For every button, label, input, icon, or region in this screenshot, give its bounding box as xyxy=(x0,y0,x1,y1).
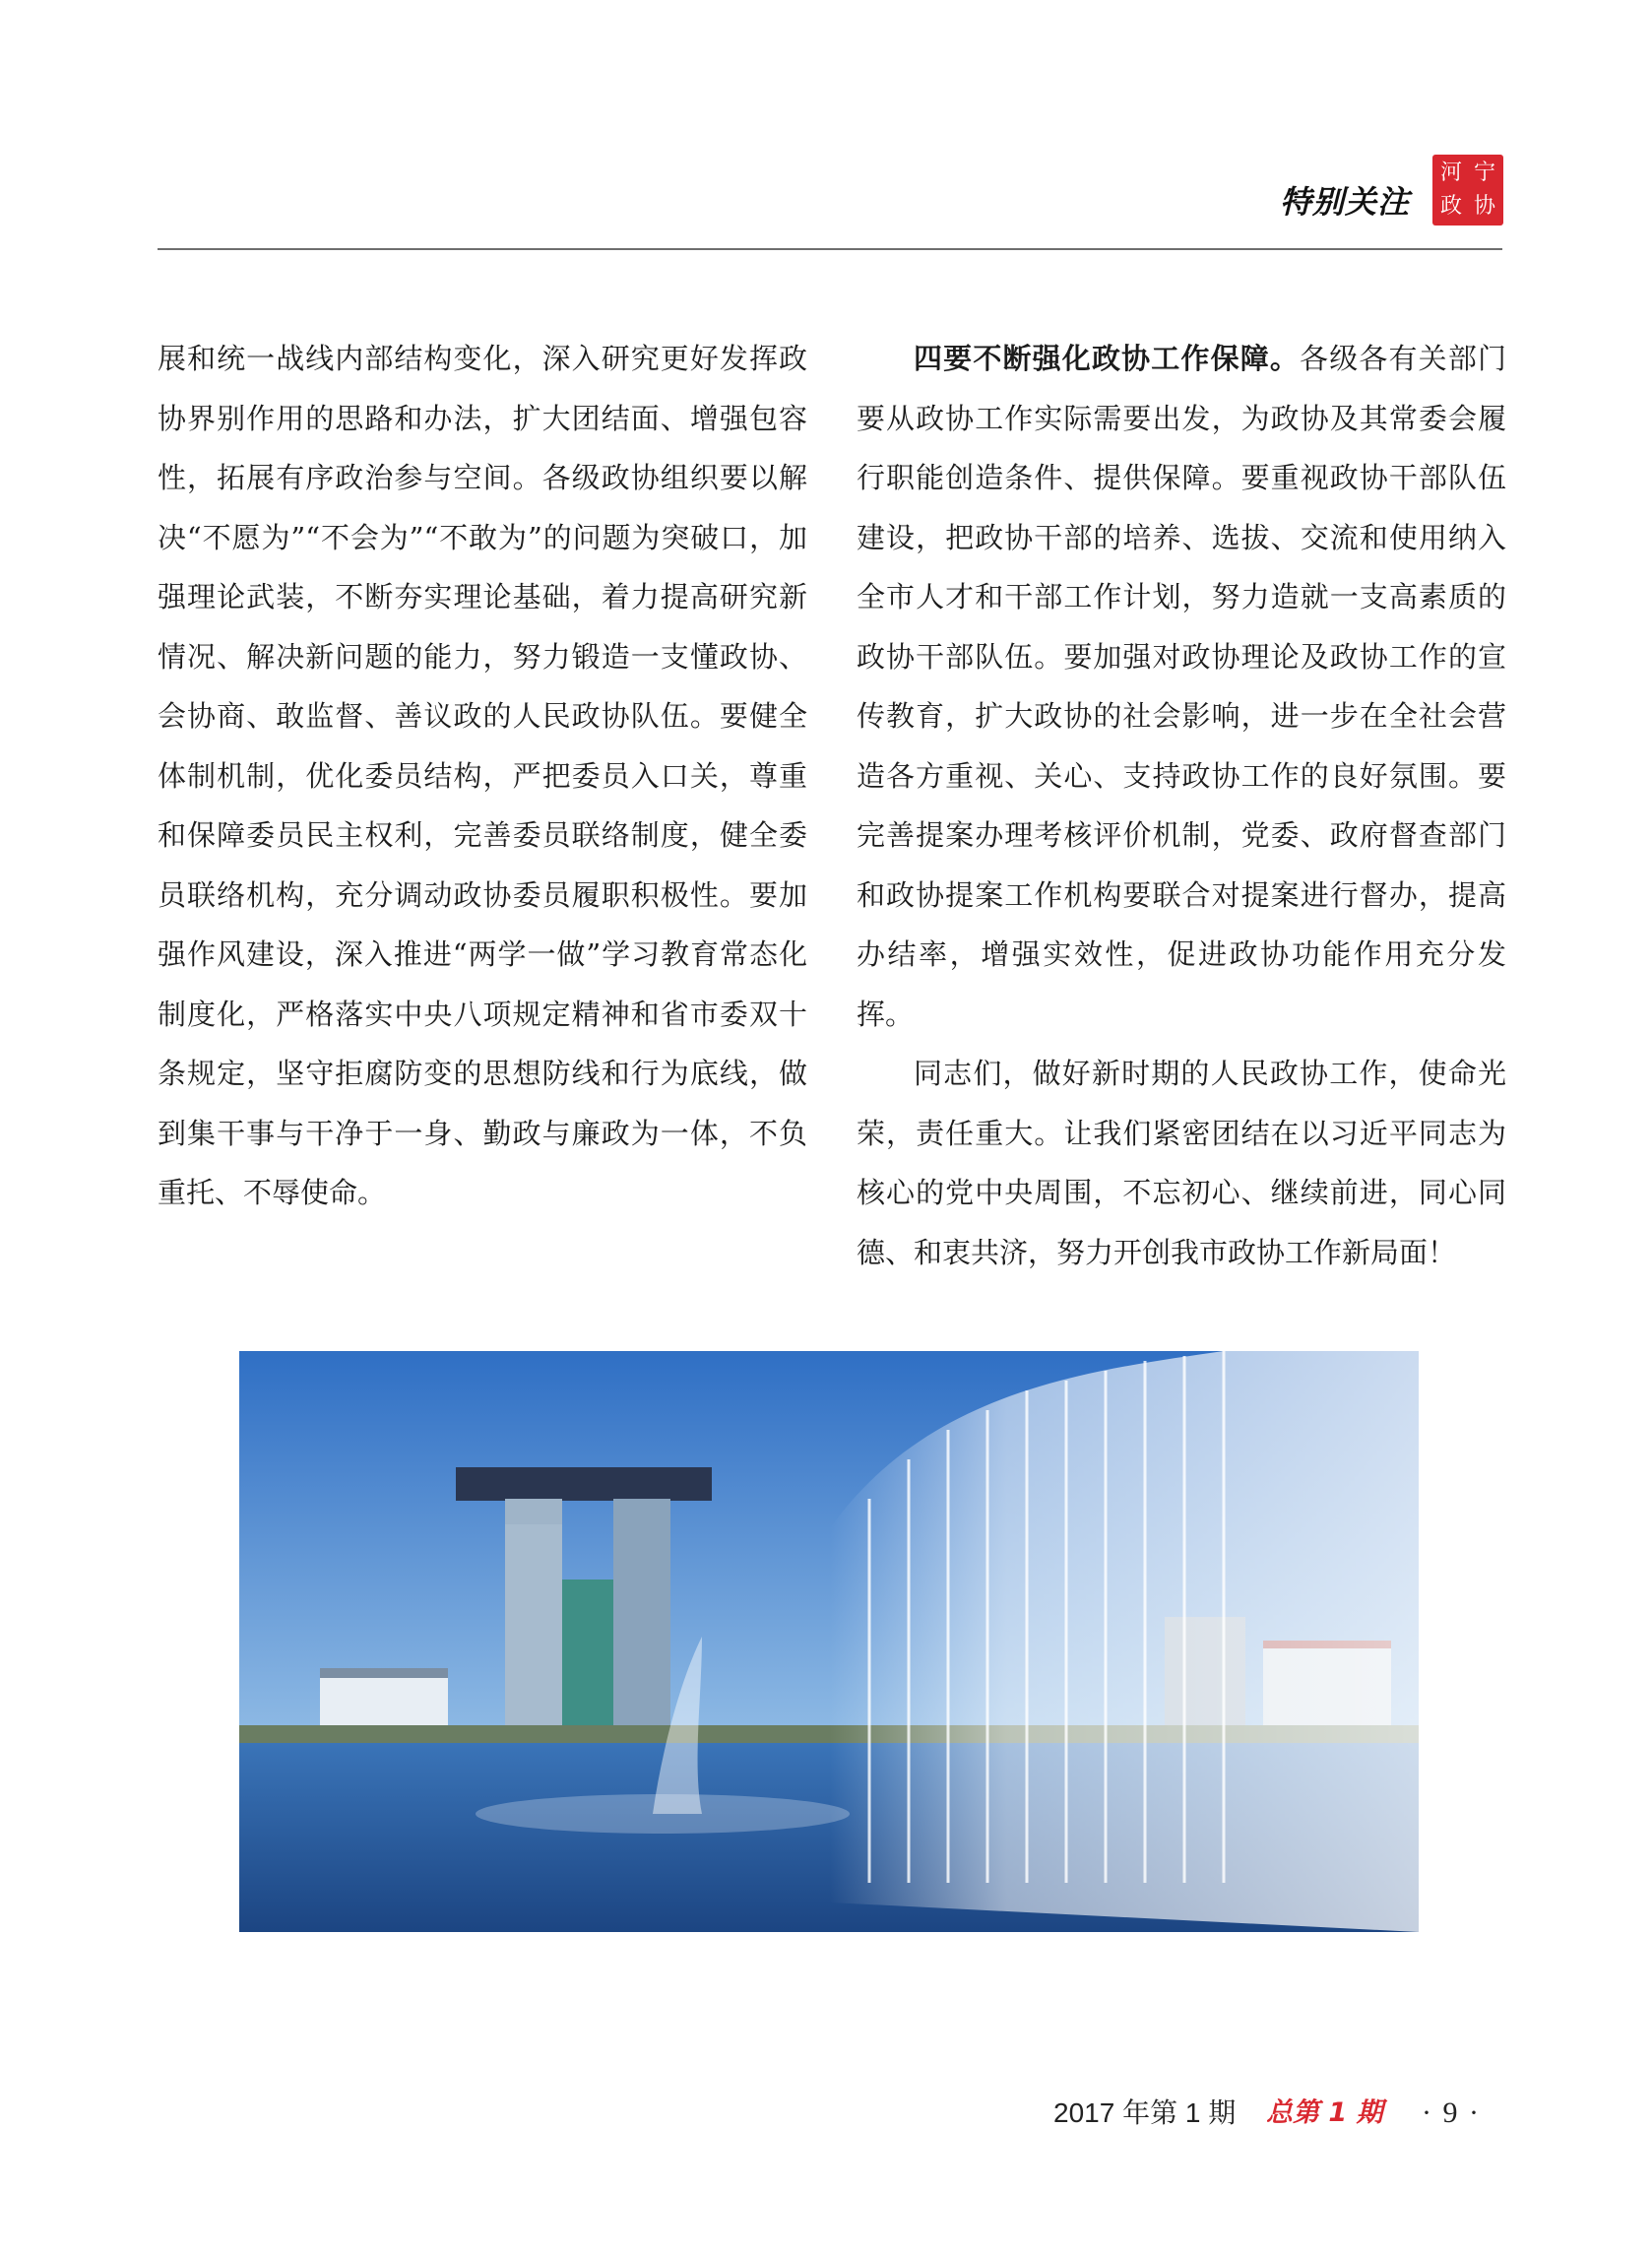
left-paragraph: 展和统一战线内部结构变化，深入研究更好发挥政协界别作用的思路和办法，扩大团结面、增强包容性，拓展有序政治参与空间。各级政协组织要以解决“不愿为”“不会为”“不敢为”的问题为突破口，加强理论武装，不断夯实理论基础，着力提高研究新情况、解决新问题的能力，努力锻造一支懂政协、会协商、敢监督、善议政的人民政协队伍。要健全体制机制，优化委员结构，严把委员入口关，尊重和保障委员民主权利，完善委员联络制度，健全委员联络机构，充分调动政协委员履职积极性。要加强作风建设，深入推进“两学一做”学习教育常态化制度化，严格落实中央八项规定精神和省市委双十条规定，坚守拒腐防变的思想防线和行为底线，做到集干事与干净于一身、勤政与廉政为一体，不负重托、不辱使命。 xyxy=(158,342,807,1209)
city-fountain-photo xyxy=(239,1351,1419,1932)
issue-date: 2017 年第 1 期 xyxy=(1053,2097,1237,2128)
paragraph-lead: 四要不断强化政协工作保障。 xyxy=(914,342,1301,375)
right-paragraph-2: 同志们，做好新时期的人民政协工作，使命光荣，责任重大。让我们紧密团结在以习近平同志为核心的党中央周围，不忘初心、继续前进，同心同德、和衷共济，努力开创我市政协工作新局面！ xyxy=(857,1057,1506,1269)
seal-char: 协 xyxy=(1473,194,1495,219)
section-title: 特别关注 xyxy=(1279,183,1410,221)
paragraph-body: 各级各有关部门要从政协工作实际需要出发，为政协及其常委会履行职能创造条件、提供保障。要重视政协干部队伍建设，把政协干部的培养、选拔、交流和使用纳入全市人才和干部工作计划，努力造就一支高素质的政协干部队伍。要加强对政协理论及政协工作的宣传教育，扩大政协的社会影响，进一步在全社会营造各方重视、关心、支持政协工作的良好氛围。要完善提案办理考核评价机制，党委、政府督查部门和政协提案工作机构要联合对提案进行督办，提高办结率，增强实效性，促进政协功能作用充分发挥。 xyxy=(857,342,1506,1031)
seal-char: 河 xyxy=(1439,161,1462,185)
photo-illustration xyxy=(239,1351,1419,1932)
low-building-left xyxy=(320,1668,448,1733)
right-column xyxy=(857,329,1506,1282)
page-number: · 9 · xyxy=(1422,2096,1481,2129)
right-paragraph-1 xyxy=(857,329,1506,1044)
seal-char: 政 xyxy=(1439,194,1462,219)
left-column xyxy=(158,329,807,1223)
issue-total-number: 总第 1 期 xyxy=(1266,2097,1383,2128)
header-divider xyxy=(158,248,1502,250)
seal-char: 宁 xyxy=(1473,161,1495,185)
journal-seal-logo xyxy=(1432,155,1503,226)
